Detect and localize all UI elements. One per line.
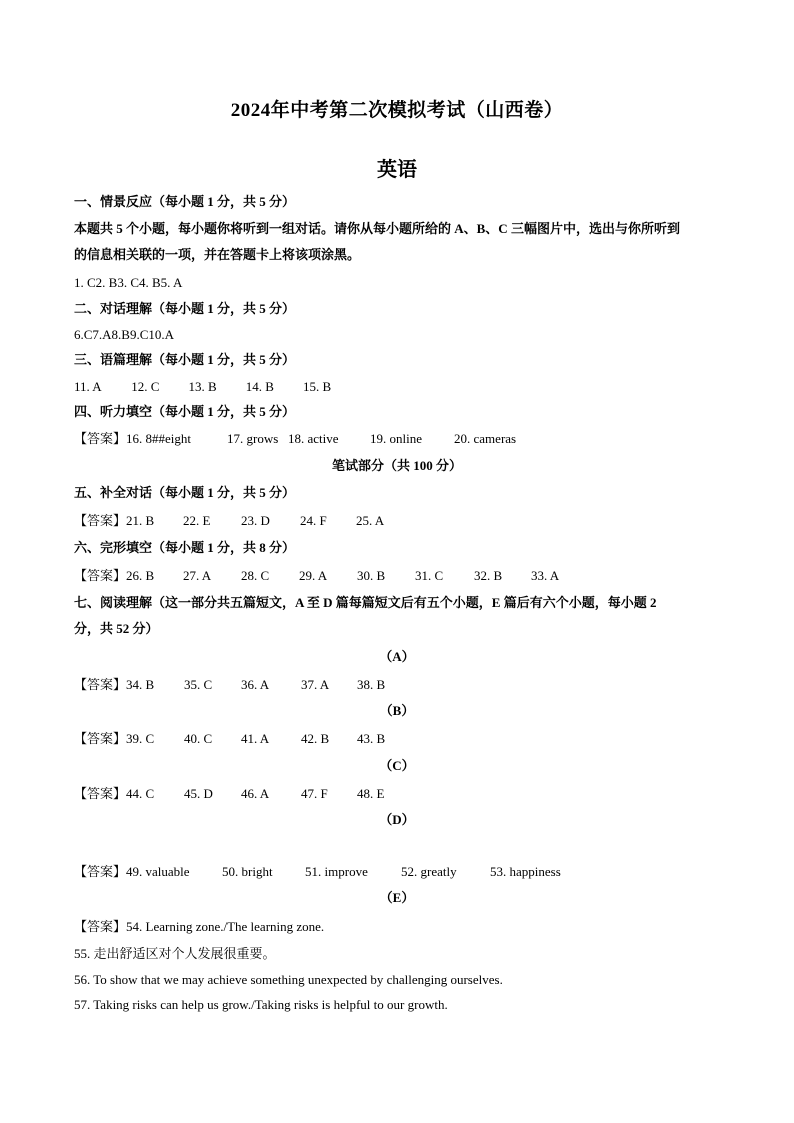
- section-1-instruction-line-2: 的信息相关联的一项，并在答题卡上将该项涂黑。: [74, 247, 361, 262]
- answer-item: 47. F: [301, 786, 328, 801]
- section-4-heading: 四、听力填空（每小题 1 分，共 5 分）: [74, 404, 296, 419]
- section-2-answers: 6.C7.A8.B9.C10.A: [74, 327, 175, 342]
- section-1-heading: 一、情景反应（每小题 1 分，共 5 分）: [74, 194, 296, 209]
- passage-b-answers: [74, 730, 385, 748]
- passage-d-answers: [74, 863, 561, 881]
- answer-item: 44. C: [126, 786, 155, 801]
- answer-item: 46. A: [241, 786, 270, 801]
- answer-prefix: 【答案】: [74, 786, 127, 801]
- passage-b-label: （B）: [379, 703, 415, 718]
- section-6-answers: [74, 567, 559, 585]
- answer-item: 14. B: [245, 379, 274, 394]
- answer-item: 51. improve: [305, 864, 368, 879]
- answer-item: 30. B: [357, 568, 386, 583]
- written-part-heading: 笔试部分（共 100 分）: [331, 458, 462, 473]
- passage-e-answer-54: [74, 918, 324, 936]
- answer-item: 24. F: [300, 513, 327, 528]
- answer-item: 36. A: [241, 677, 270, 692]
- answer-item: 53. happiness: [490, 864, 561, 879]
- section-7-heading-line-1: 七、阅读理解（这一部分共五篇短文，A 至 D 篇每篇短文后有五个小题，E 篇后有六个小题，每小题 2: [74, 595, 657, 610]
- section-1-answers: 1. C2. B3. C4. B5. A: [74, 275, 183, 290]
- section-1-instruction-line-1: 本题共 5 个小题，每小题你将听到一组对话。请你从每小题所给的 A、B、C 三幅图片中，选出与你所听到: [74, 221, 680, 236]
- answer-prefix: 【答案】: [74, 431, 127, 446]
- answer-item: 50. bright: [222, 864, 273, 879]
- answer-item: 48. E: [357, 786, 385, 801]
- answer-item: 17. grows: [227, 431, 279, 446]
- answer-item: 38. B: [357, 677, 386, 692]
- answer-item: 26. B: [126, 568, 155, 583]
- answer-item: 27. A: [183, 568, 212, 583]
- passage-e-answer-56: 56. To show that we may achieve something unexpected by challenging ourselves.: [74, 972, 503, 987]
- section-3-answers: [74, 378, 331, 396]
- answer-item: 45. D: [184, 786, 213, 801]
- passage-c-label: （C）: [379, 758, 415, 773]
- answer-item: 21. B: [126, 513, 155, 528]
- answer-item: 42. B: [301, 731, 330, 746]
- answer-item: 11. A: [74, 379, 102, 394]
- answer-prefix: 【答案】: [74, 513, 127, 528]
- answer-prefix: 【答案】: [74, 568, 127, 583]
- passage-e-label: （E）: [379, 890, 415, 905]
- passage-d-label: （D）: [379, 812, 415, 827]
- answer-item: 22. E: [183, 513, 211, 528]
- answer-prefix: 【答案】: [74, 677, 127, 692]
- answer-item: 25. A: [356, 513, 385, 528]
- section-5-answers: [74, 512, 384, 530]
- answer-item: 15. B: [303, 379, 332, 394]
- page-title: 2024年中考第二次模拟考试（山西卷）: [230, 100, 564, 121]
- answer-item: 37. A: [301, 677, 330, 692]
- answer-item: 32. B: [474, 568, 503, 583]
- answer-item: 28. C: [241, 568, 270, 583]
- passage-a-label: （A）: [379, 649, 415, 664]
- answer-item: 20. cameras: [454, 431, 517, 446]
- answer-item: 35. C: [184, 677, 213, 692]
- section-7-heading-line-2: 分，共 52 分）: [74, 621, 159, 636]
- answer-item: 43. B: [357, 731, 386, 746]
- answer-item: 18. active: [288, 431, 339, 446]
- answer-item: 41. A: [241, 731, 270, 746]
- answer-item: 23. D: [241, 513, 270, 528]
- passage-a-answers: [74, 676, 385, 694]
- answer-item: 29. A: [299, 568, 328, 583]
- section-3-heading: 三、语篇理解（每小题 1 分，共 5 分）: [74, 352, 296, 367]
- answer-prefix: 【答案】: [74, 731, 127, 746]
- answer-item: 13. B: [188, 379, 217, 394]
- passage-e-answer-57: 57. Taking risks can help us grow./Taking risks is helpful to our growth.: [74, 997, 448, 1012]
- answer-item: 31. C: [415, 568, 444, 583]
- answer-item: 52. greatly: [401, 864, 457, 879]
- answer-prefix: 【答案】: [74, 919, 127, 934]
- subject-title: 英语: [377, 159, 417, 181]
- answer-item: 49. valuable: [126, 864, 190, 879]
- section-6-heading: 六、完形填空（每小题 1 分，共 8 分）: [74, 540, 296, 555]
- answer-item: 33. A: [531, 568, 560, 583]
- answer-item: 39. C: [126, 731, 155, 746]
- passage-c-answers: [74, 785, 384, 803]
- section-5-heading: 五、补全对话（每小题 1 分，共 5 分）: [74, 485, 296, 500]
- answer-item: 54. Learning zone./The learning zone.: [126, 919, 325, 934]
- answer-item: 40. C: [184, 731, 213, 746]
- answer-item: 16. 8##eight: [126, 431, 192, 446]
- section-2-heading: 二、对话理解（每小题 1 分，共 5 分）: [74, 301, 296, 316]
- passage-e-answer-55: 55. 走出舒适区对个人发展很重要。: [74, 946, 276, 961]
- answer-prefix: 【答案】: [74, 864, 127, 879]
- answer-item: 34. B: [126, 677, 155, 692]
- answer-item: 19. online: [370, 431, 423, 446]
- section-4-answers: [74, 430, 516, 448]
- answer-item: 12. C: [131, 379, 160, 394]
